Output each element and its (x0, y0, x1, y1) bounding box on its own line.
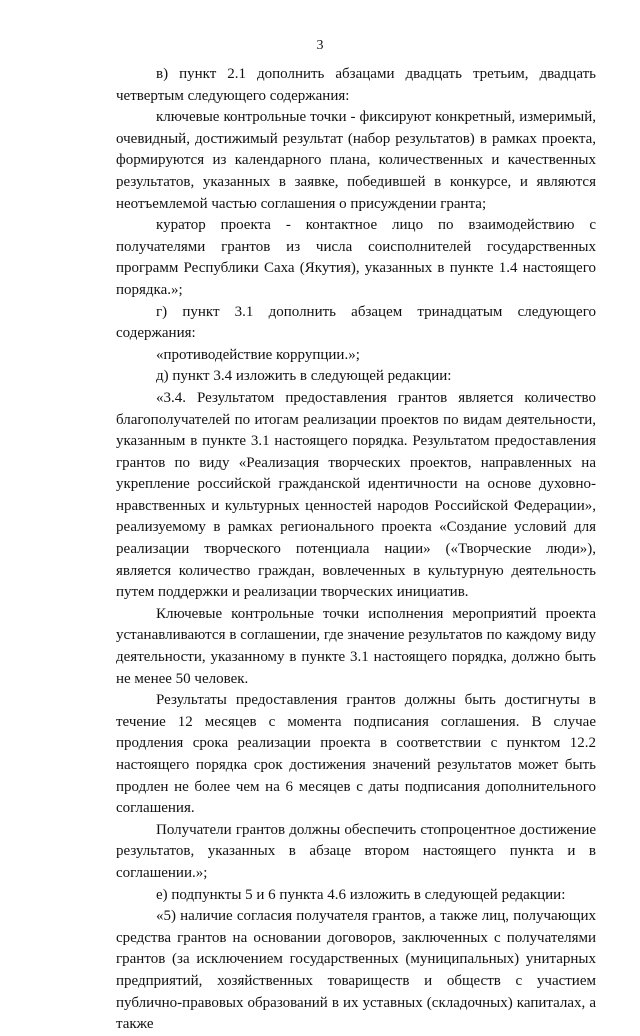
paragraph-4-6-amendment: е) подпункты 5 и 6 пункта 4.6 изложить в следующей редакции: (156, 886, 566, 903)
paragraph-3-1-amendment: г) пункт 3.1 дополнить абзацем тринадцатым следующего содержания: (116, 303, 596, 342)
paragraph-subpoint-5: «5) наличие согласия получателя грантов, а также лиц, получающих средства грантов на основании договоров, заключенных с получателями грантов (за исключением государственных (муниципальных) унитарных предприятий, хозяйственных товариществ и обществ с участием публично-правовых образований в их уставных (складочных) капиталах, а также (116, 908, 596, 1033)
paragraph-project-curator-definition: куратор проекта - контактное лицо по взаимодействию с получателями грантов из числа соисполнителей государственных программ Республики Саха (Якутия), указанных в пункте 1.4 настоящего порядка.»; (116, 217, 596, 298)
paragraph-full-achievement: Получатели грантов должны обеспечить стопроцентное достижение результатов, указанных в абзаце втором настоящего пункта и в соглашении.»; (116, 821, 596, 881)
paragraph-control-points-agreement: Ключевые контрольные точки исполнения мероприятий проекта устанавливаются в соглашении, где значение результатов по каждому виду деятельности, указанному в пункте 3.1 настоящего порядка, должно быть не менее 50 человек. (116, 605, 596, 687)
paragraph-3-4-text: «3.4. Результатом предоставления грантов является количество благополучателей по итогам реализации проектов по видам деятельности, указанным в пункте 3.1 настоящего порядка. Результатом предоставления грантов по виду «Реализация творческих проектов, направленных на укрепление российской гражданской идентичности на основе духовно-нравственных и культурных ценностей народов Российской Федерации», реализуемому в рамках регионального проекта «Создание условий для реализации творческого потенциала нации» («Творческие люди»), является количество граждан, вовлеченных в культурную деятельность путем поддержки и реализации творческих инициатив. (116, 389, 596, 601)
paragraph-key-control-points-definition: ключевые контрольные точки - фиксируют конкретный, измеримый, очевидный, достижимый результат (набор результатов) в рамках проекта, формируются из календарного плана, количественных и качественных результатов, указанных в заявке, победившей в конкурсе, и являются неотъемлемой частью соглашения о присуждении гранта; (116, 109, 596, 212)
document-body (116, 64, 596, 1036)
paragraph-2-1-amendment: в) пункт 2.1 дополнить абзацами двадцать третьим, двадцать четвертым следующего содержания: (116, 66, 596, 104)
paragraph-3-4-amendment: д) пункт 3.4 изложить в следующей редакции: (156, 368, 452, 385)
paragraph-results-deadline: Результаты предоставления грантов должны быть достигнуты в течение 12 месяцев с момента подписания соглашения. В случае продления срока реализации проекта в соответствии с пунктом 12.2 настоящего порядка срок достижения значений результатов может быть продлен не более чем на 6 месяцев с даты подписания дополнительного соглашения. (116, 692, 596, 817)
paragraph-anti-corruption: «противодействие коррупции.»; (156, 346, 360, 363)
page-number: 3 (316, 38, 324, 53)
